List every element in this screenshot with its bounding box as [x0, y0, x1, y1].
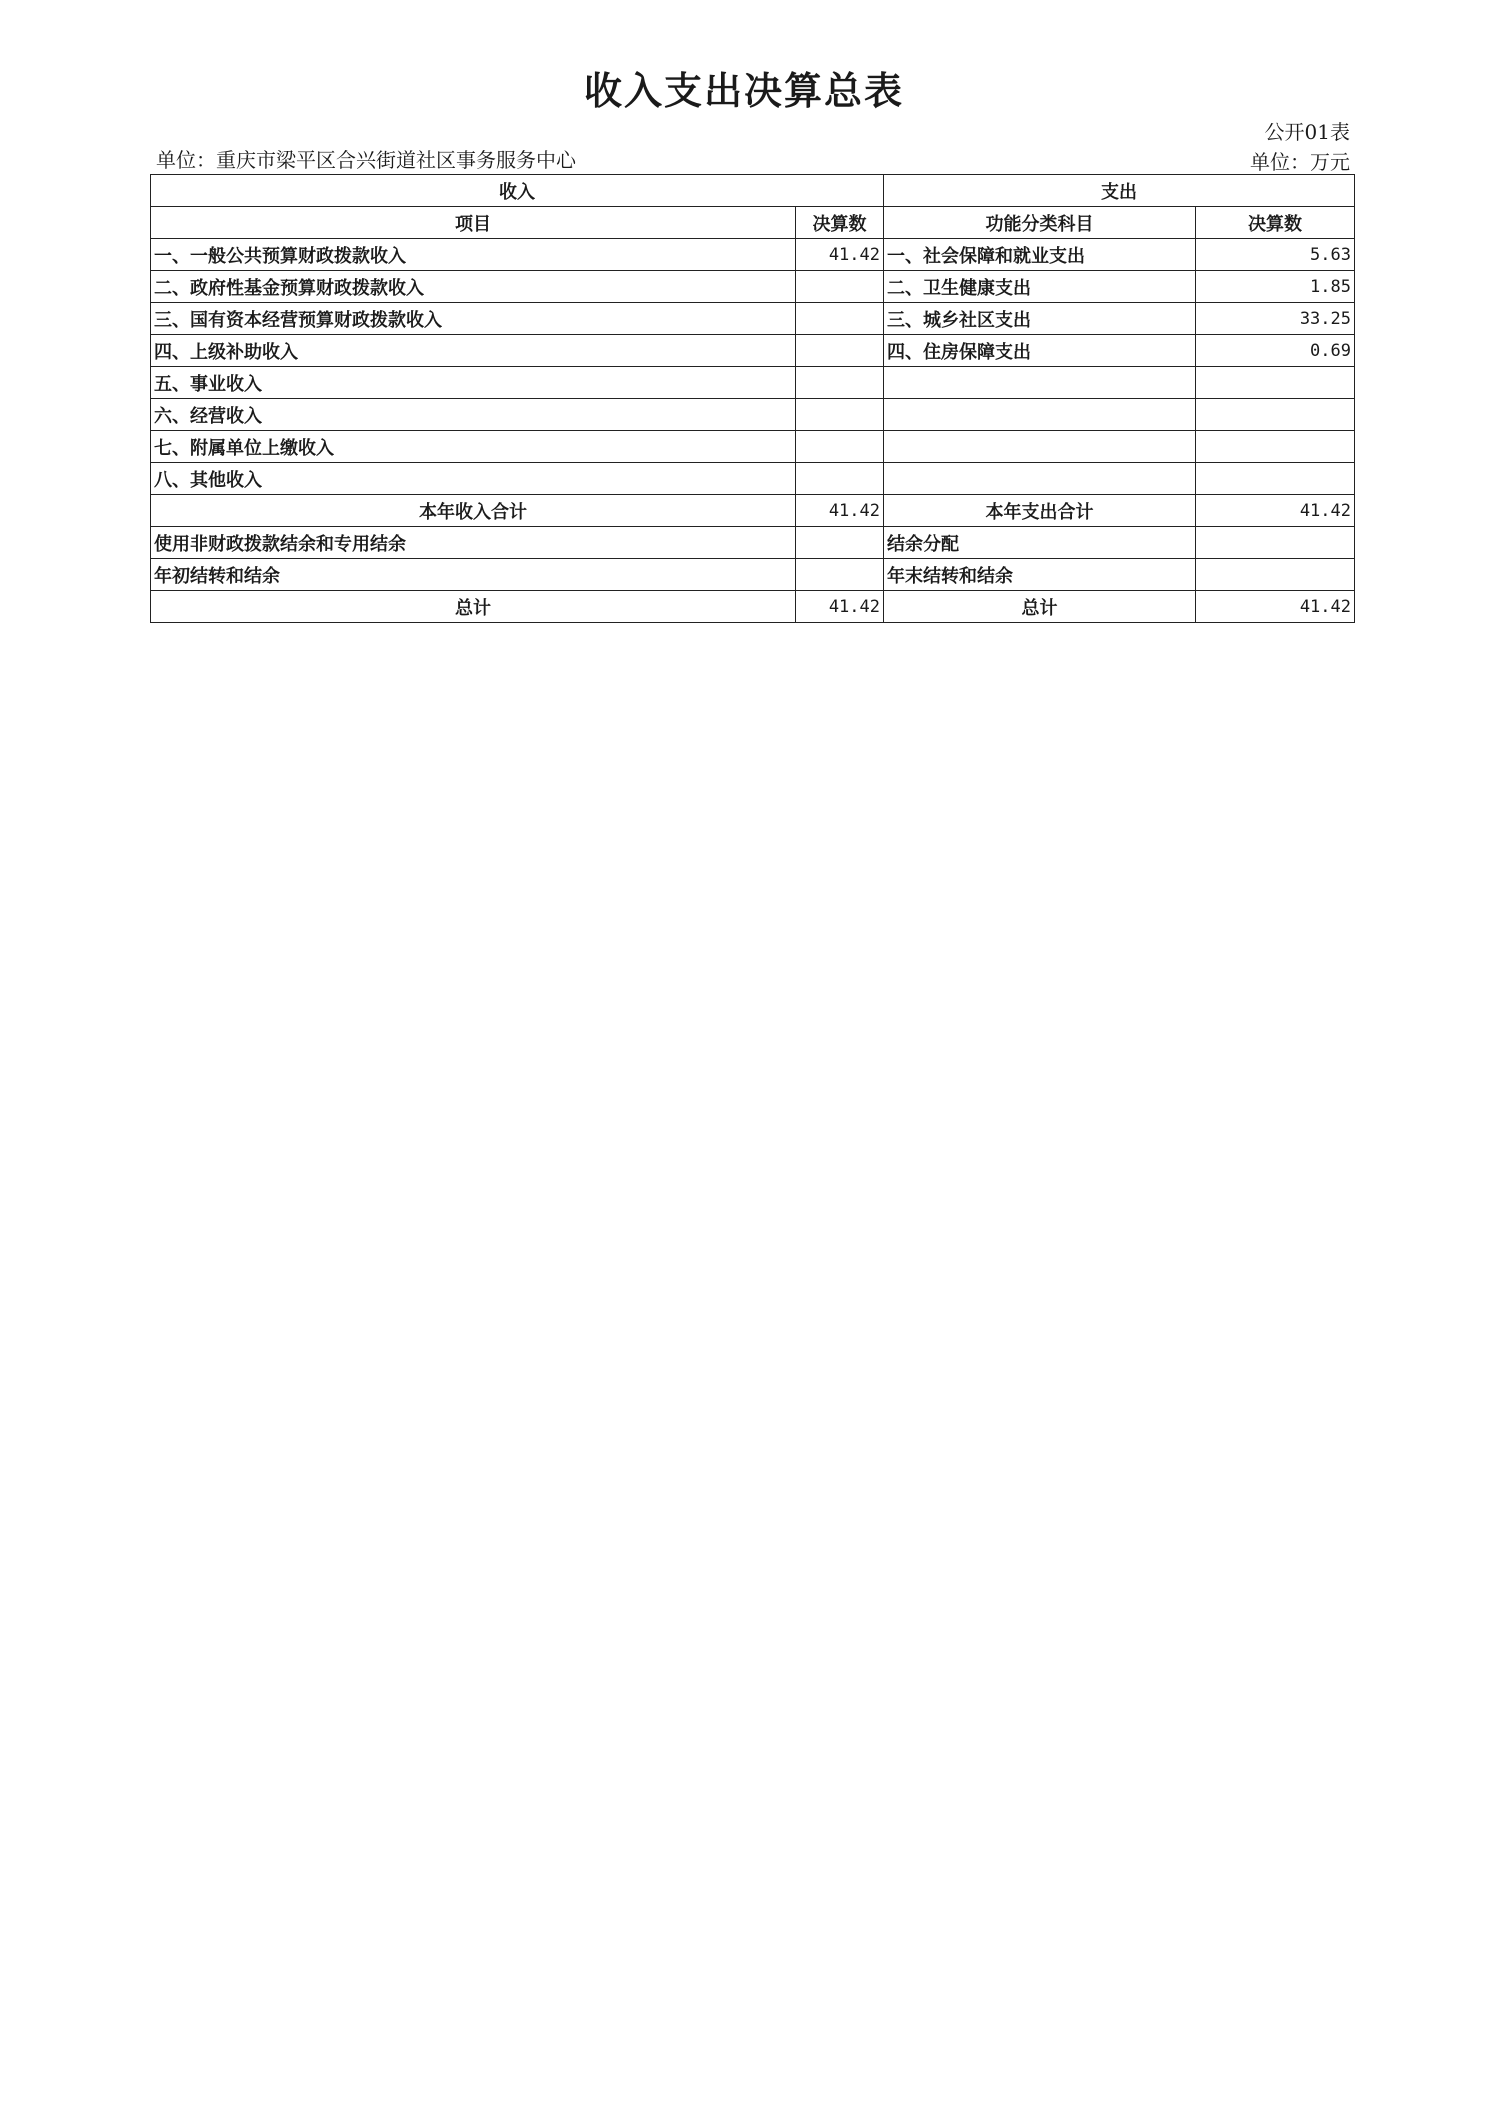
table-row	[151, 239, 1355, 271]
income-value	[796, 527, 884, 559]
expense-value	[1196, 367, 1355, 399]
expense-subtotal-label: 本年支出合计	[884, 495, 1196, 527]
income-section-header: 收入	[151, 175, 884, 207]
income-value	[796, 399, 884, 431]
expense-value: 1.85	[1196, 271, 1355, 303]
expense-label: 一、社会保障和就业支出	[884, 239, 1196, 271]
col-header-amount-2: 决算数	[1196, 207, 1355, 239]
income-expense-summary-table	[150, 174, 1355, 623]
form-number: 公开01表	[1264, 120, 1350, 144]
section-header-row	[151, 175, 1355, 207]
expense-label: 四、住房保障支出	[884, 335, 1196, 367]
table-row	[151, 271, 1355, 303]
expense-value: 0.69	[1196, 335, 1355, 367]
col-header-item: 项目	[151, 207, 796, 239]
expense-label: 三、城乡社区支出	[884, 303, 1196, 335]
income-value: 41.42	[796, 239, 884, 271]
expense-label	[884, 367, 1196, 399]
currency-unit: 单位：万元	[1250, 150, 1350, 174]
income-subtotal-value: 41.42	[796, 495, 884, 527]
expense-value: 5.63	[1196, 239, 1355, 271]
expense-label: 年末结转和结余	[884, 559, 1196, 591]
table-row	[151, 335, 1355, 367]
table-row	[151, 527, 1355, 559]
income-label: 一、一般公共预算财政拨款收入	[151, 239, 796, 271]
organization-unit: 单位：重庆市梁平区合兴街道社区事务服务中心	[156, 148, 576, 172]
income-label: 六、经营收入	[151, 399, 796, 431]
income-label: 四、上级补助收入	[151, 335, 796, 367]
income-subtotal-label: 本年收入合计	[151, 495, 796, 527]
expense-value	[1196, 559, 1355, 591]
col-header-amount: 决算数	[796, 207, 884, 239]
income-label: 八、其他收入	[151, 463, 796, 495]
col-header-function: 功能分类科目	[884, 207, 1196, 239]
subtotal-row	[151, 495, 1355, 527]
expense-label	[884, 463, 1196, 495]
expense-label	[884, 431, 1196, 463]
column-header-row	[151, 207, 1355, 239]
income-value	[796, 335, 884, 367]
expense-value	[1196, 431, 1355, 463]
income-value	[796, 303, 884, 335]
table-row	[151, 431, 1355, 463]
expense-subtotal-value: 41.42	[1196, 495, 1355, 527]
income-label: 七、附属单位上缴收入	[151, 431, 796, 463]
expense-label: 结余分配	[884, 527, 1196, 559]
expense-total-label: 总计	[884, 591, 1196, 623]
expense-label: 二、卫生健康支出	[884, 271, 1196, 303]
expense-label	[884, 399, 1196, 431]
income-total-value: 41.42	[796, 591, 884, 623]
expense-value	[1196, 527, 1355, 559]
total-row	[151, 591, 1355, 623]
income-value	[796, 463, 884, 495]
table-row	[151, 463, 1355, 495]
expense-total-value: 41.42	[1196, 591, 1355, 623]
income-value	[796, 271, 884, 303]
income-label: 三、国有资本经营预算财政拨款收入	[151, 303, 796, 335]
income-total-label: 总计	[151, 591, 796, 623]
table-row	[151, 399, 1355, 431]
expense-value: 33.25	[1196, 303, 1355, 335]
income-label: 年初结转和结余	[151, 559, 796, 591]
income-value	[796, 367, 884, 399]
income-label: 五、事业收入	[151, 367, 796, 399]
table-row	[151, 303, 1355, 335]
income-label: 使用非财政拨款结余和专用结余	[151, 527, 796, 559]
expense-section-header: 支出	[884, 175, 1355, 207]
income-label: 二、政府性基金预算财政拨款收入	[151, 271, 796, 303]
income-value	[796, 431, 884, 463]
expense-value	[1196, 463, 1355, 495]
expense-value	[1196, 399, 1355, 431]
table-row	[151, 367, 1355, 399]
page-title: 收入支出决算总表	[583, 68, 904, 113]
income-value	[796, 559, 884, 591]
table-row	[151, 559, 1355, 591]
